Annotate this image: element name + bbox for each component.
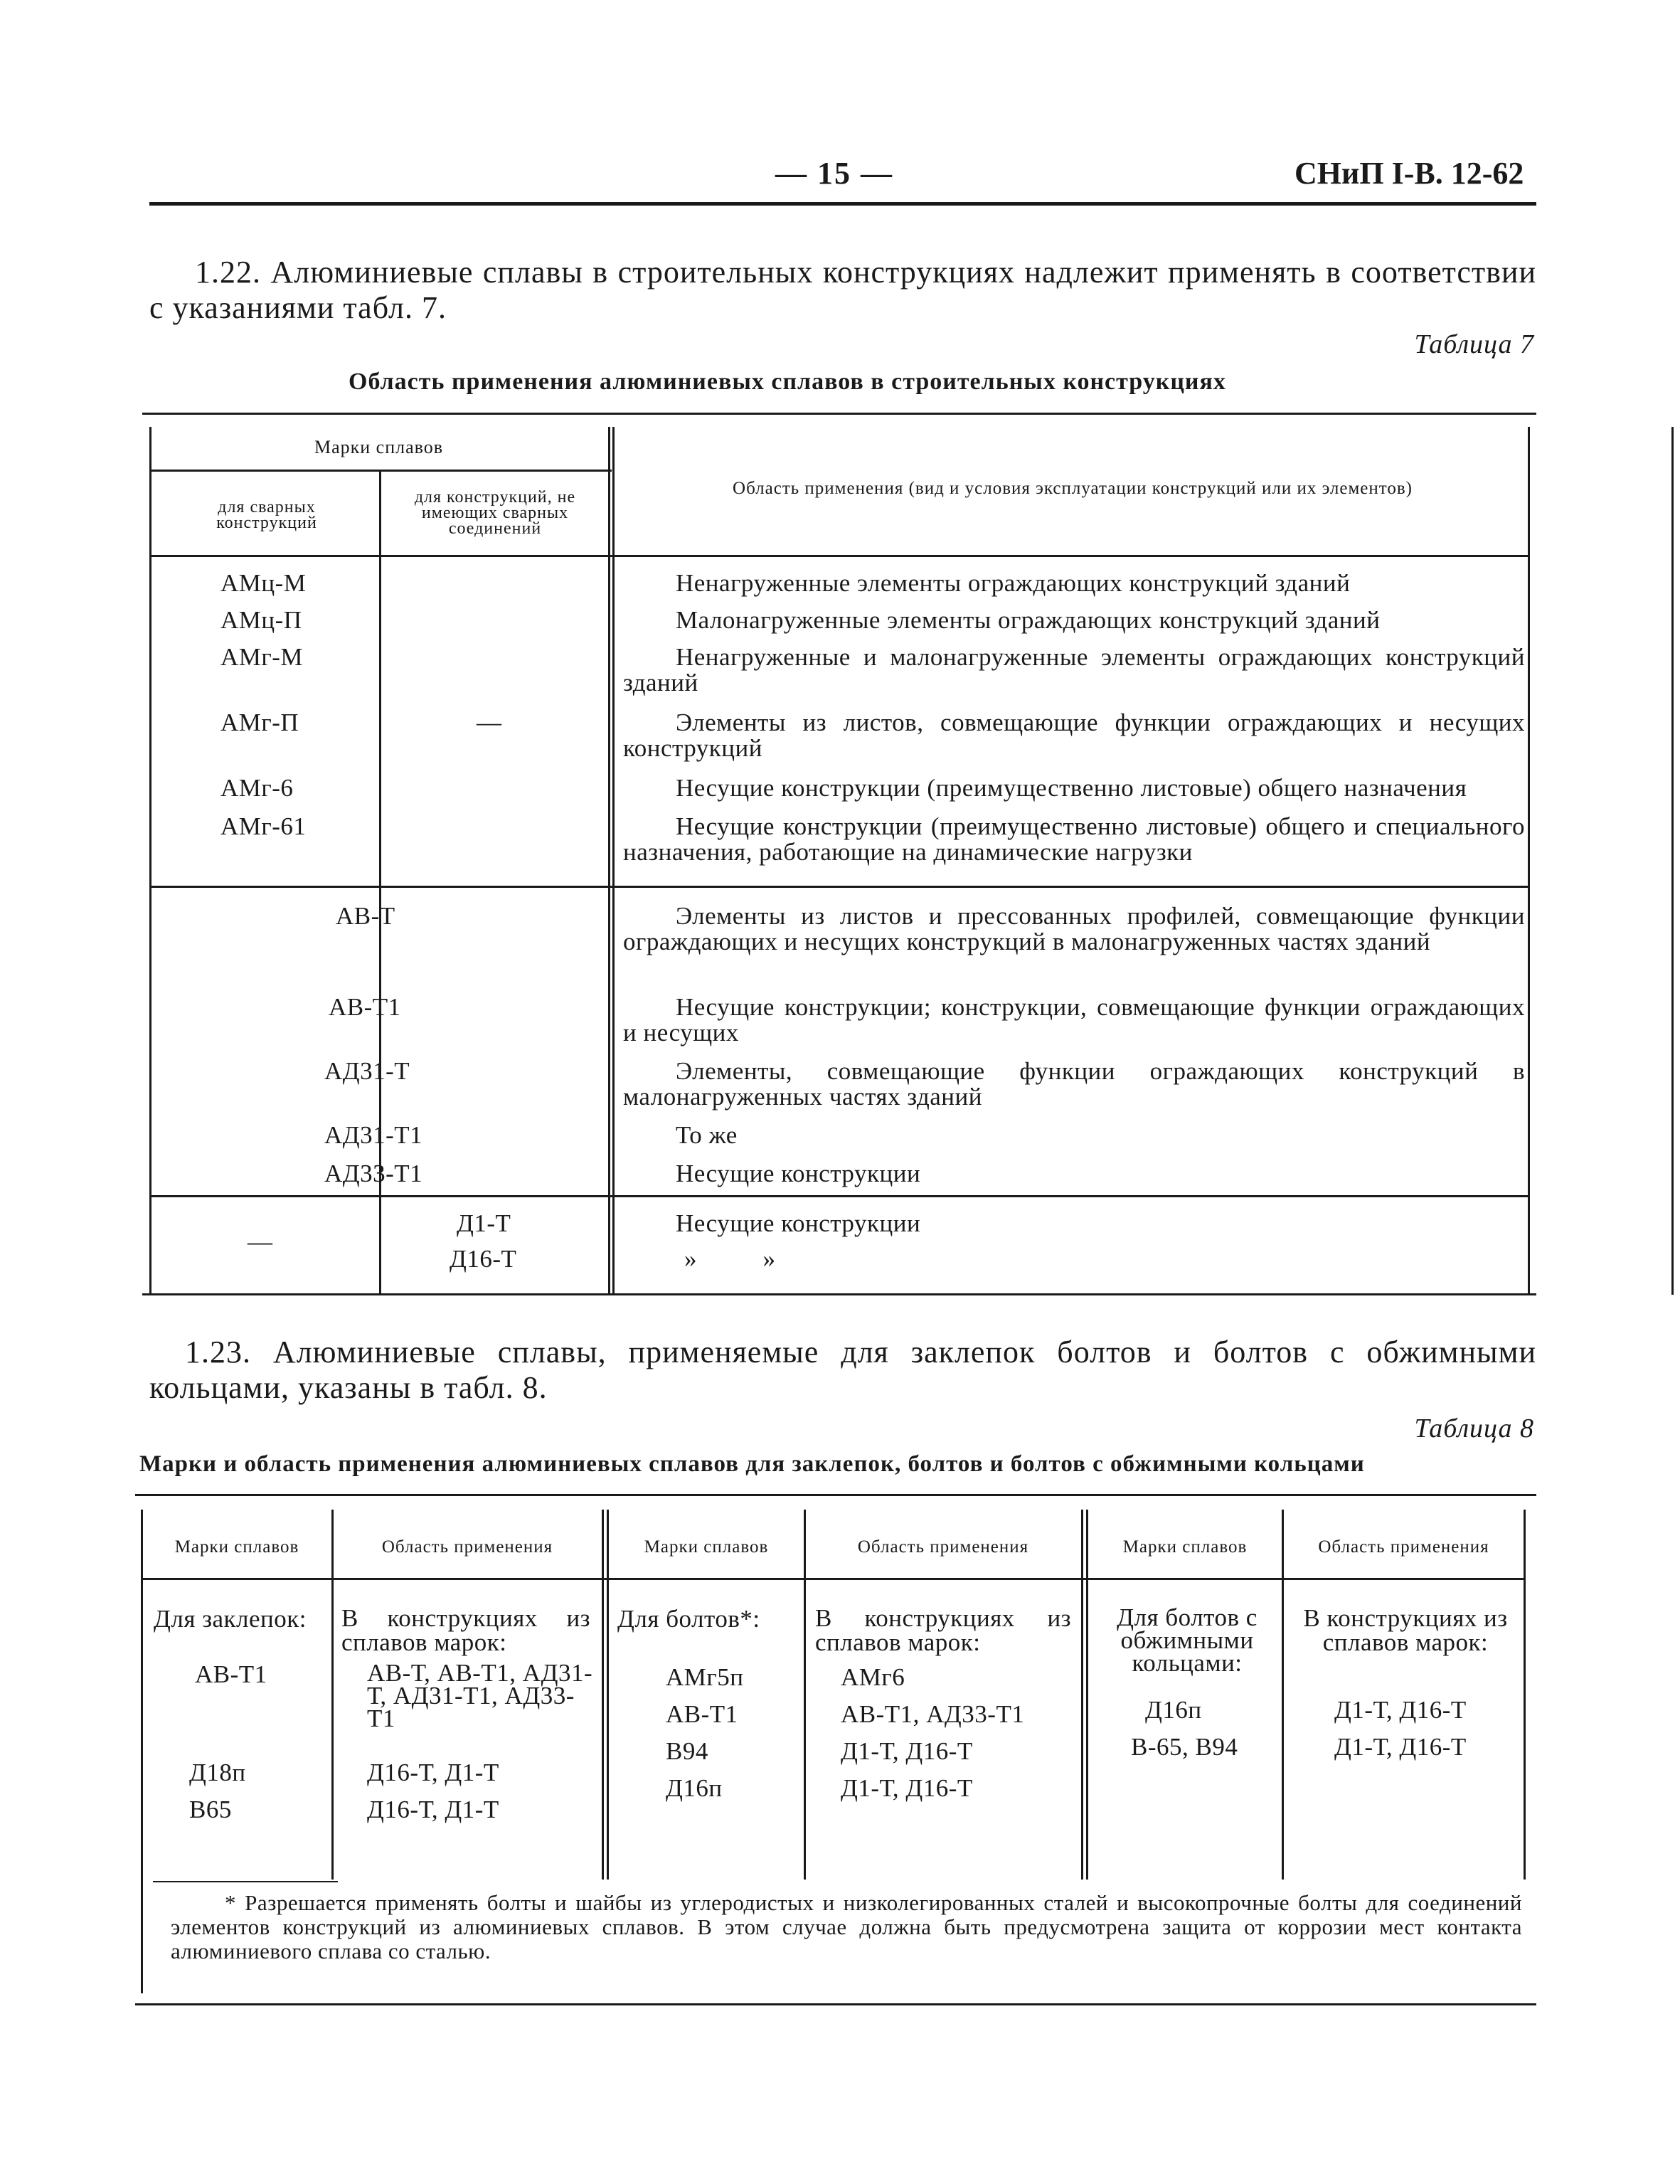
table7-head-nonwelded: для конструкций, не имеющих сварных соединений [414,488,576,538]
t7-grade: АВ-Т1 [329,993,401,1021]
paragraph-text: Алюминиевые сплавы в строительных конструкциях надлежит применять в соответствии с указаниями табл. 7. [149,255,1536,325]
t7-grade: АМг-6 [220,774,294,802]
table7-head-area: Область применения (вид и условия эксплуатации конструкций или их элементов) [733,479,1413,498]
t8-label: Для заклепок: [154,1605,307,1633]
t7-grade: АМг-М [220,643,304,671]
t8-item: Д1-Т, Д16-Т [841,1774,973,1802]
t7-area: Элементы из листов и прессованных профилей, совмещающие функции ограждающих и несущих конструкций в малонагруженных частях зданий [623,902,1525,955]
t8-label: В конструкциях из сплавов марок: [815,1604,1071,1656]
t7-grade: АВ-Т [336,902,395,930]
t8-grade: В65 [189,1796,232,1823]
t7-grade: Д1-Т [457,1209,511,1237]
t7-grade: АД31-Т [324,1057,410,1085]
paragraph-number: 1.23. [185,1335,251,1369]
t7-grade: АД31-Т1 [324,1121,423,1149]
t8-item: АМг6 [841,1663,905,1691]
t7-area: Элементы, совмещающие функции ограждающих конструкций в малонагруженных частях зданий [623,1057,1525,1110]
t8-grade: В94 [666,1737,708,1765]
t7-dash: — [248,1228,273,1256]
paragraph-number: 1.22. [195,255,261,290]
table7-title: Область применения алюминиевых сплавов в строительных конструкциях [349,369,1226,395]
table8-header: Область применения [857,1537,1029,1557]
t7-dash: — [477,709,502,736]
t8-item: Д1-Т, Д16-Т [841,1737,973,1765]
table8-title: Марки и область применения алюминиевых сплавов для заклепок, болтов и болтов с обжимными кольцами [139,1451,1365,1477]
table7-head-group: Марки сплавов [314,437,444,457]
table7-head-welded: для сварных конструкций [216,498,317,532]
t7-area: Элементы из листов, совмещающие функции ограждающих и несущих конструкций [623,709,1525,762]
t8-item: Д1-Т, Д16-Т [1334,1696,1467,1724]
t8-grade: Д16п [1145,1696,1202,1724]
header-rule [149,202,1536,206]
t7-area: Несущие конструкции (преимущественно листовые) общего назначения [676,774,1467,802]
t7-area: Несущие конструкции [676,1209,921,1237]
t8-label: Для болтов с обжимными кольцами: [1117,1603,1258,1677]
t8-grade: В-65, В94 [1131,1733,1238,1761]
paragraph-1-23 [149,1335,1536,1406]
t7-area: Ненагруженные и малонагруженные элементы ограждающих конструкций зданий [623,643,1525,696]
table8-footnote: * Разрешается применять болты и шайбы из углеродистых и низколегированных сталей и высокопрочные болты для соединений элементов конструкций из алюминиевых сплавов. В этом случае должна быть предусмотрена защита от коррозии мест контакта алюминиевого сплава со сталью. [171,1890,1522,1963]
t8-grade: АМг5п [666,1663,744,1691]
t7-area: » » [684,1245,776,1273]
table8-header: Марки сплавов [174,1537,299,1557]
table8-header: Марки сплавов [1122,1537,1248,1557]
t8-grade: Д18п [189,1759,246,1786]
table7 [142,413,1536,1295]
table7-caption: Таблица 7 [1414,329,1534,359]
t8-grade: АВ-Т1 [195,1660,267,1688]
table8-header: Область применения [1318,1537,1489,1557]
t7-grade: АД33-Т1 [324,1160,423,1187]
t8-label: В конструкциях из сплавов марок: [341,1604,590,1656]
table8 [135,1494,1536,2006]
t7-area: Несущие конструкции (преимущественно листовые) общего и специального назначения, работающие на динамические нагрузки [623,812,1525,866]
t7-grade: АМц-П [220,606,302,634]
t7-area: Малонагруженные элементы ограждающих конструкций зданий [676,606,1381,634]
t8-item: АВ-Т, АВ-Т1, АД31-Т, АД31-Т1, АД33-Т1 [367,1659,593,1732]
t7-area: То же [676,1121,738,1149]
paragraph-text: Алюминиевые сплавы, применяемые для заклепок болтов и болтов с обжимными кольцами, указаны в табл. 8. [149,1335,1536,1405]
t7-area: Несущие конструкции; конструкции, совмещающие функции ограждающих и несущих [623,993,1525,1046]
t7-grade: АМг-61 [220,812,307,840]
t7-area: Несущие конструкции [676,1160,921,1187]
page-number: — 15 — [775,156,893,191]
t7-grade: АМц-М [220,569,307,597]
table8-header: Область применения [381,1537,553,1557]
t8-item: Д16-Т, Д1-Т [367,1759,499,1786]
t7-grade: АМг-П [220,709,299,736]
t8-item: АВ-Т1, АД33-Т1 [841,1700,1025,1728]
table8-caption: Таблица 8 [1414,1414,1534,1443]
t8-label: В конструкциях из сплавов марок: [1303,1604,1508,1656]
document-code: СНиП I-В. 12-62 [1294,156,1524,191]
t8-label: Для болтов*: [617,1605,760,1633]
paragraph-1-22 [149,255,1536,326]
t7-grade: Д16-Т [450,1245,517,1273]
t7-area: Ненагруженные элементы ограждающих конструкций зданий [676,569,1351,597]
t8-item: Д1-Т, Д16-Т [1334,1733,1467,1761]
t8-item: Д16-Т, Д1-Т [367,1796,499,1823]
t8-grade: АВ-Т1 [666,1700,738,1728]
table8-header: Марки сплавов [644,1537,769,1557]
t8-grade: Д16п [666,1774,723,1802]
